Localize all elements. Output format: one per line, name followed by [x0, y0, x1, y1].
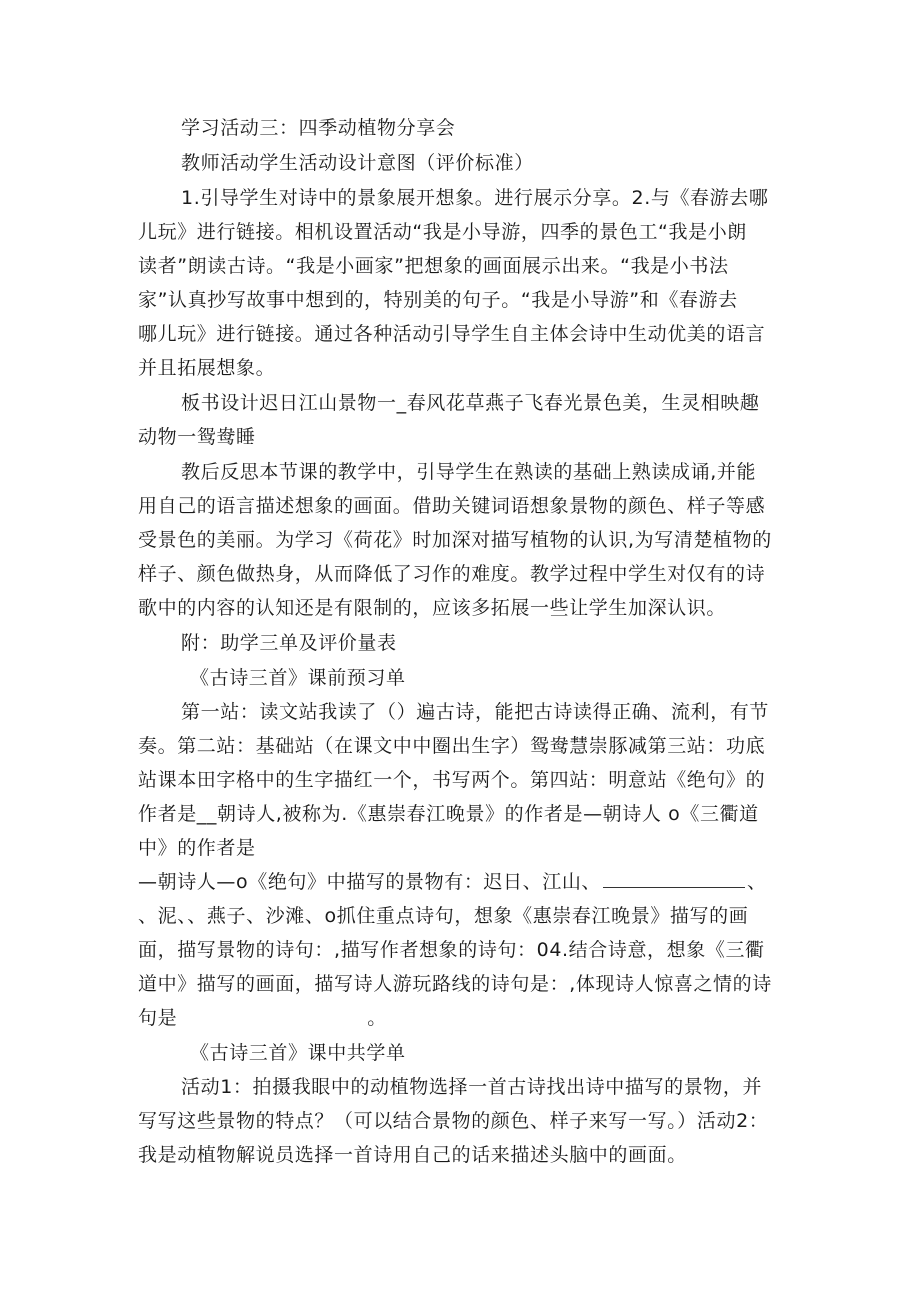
paragraph-line: 家”认真抄写故事中想到的，特别美的句子。“我是小导游”和《春游去 — [138, 289, 738, 311]
heading-activity-three: 学习活动三：四季动植物分享会 — [181, 117, 456, 139]
preview-sheet-title: 《古诗三首》课前预习单 — [190, 667, 406, 689]
reflection-line: 样子、颜色做热身，从而降低了习作的难度。教学过程中学生对仅有的诗 — [138, 563, 766, 585]
preview-text: 句是 — [138, 1007, 178, 1029]
preview-text: 。 — [367, 1007, 387, 1029]
preview-line: 第一站：读文站我读了（）遍古诗，能把古诗读得正确、流利，有节 — [181, 701, 770, 723]
preview-line: 中》的作者是 — [138, 837, 256, 859]
board-design-line: 板书设计迟日江山景物一_春风花草燕子飞春光景色美，生灵相映趣 — [181, 392, 760, 414]
paragraph-line: 1.引导学生对诗中的景象展开想象。进行展示分享。2.与《春游去哪 — [181, 187, 769, 209]
board-design-line: 动物一鸳鸯睡 — [138, 426, 256, 448]
table-header-text: 教师活动学生活动设计意图（评价标准） — [181, 152, 534, 174]
paragraph-line: 并且拓展想象。 — [138, 357, 276, 379]
preview-line: 面，描写景物的诗句：,描写作者想象的诗句：04.结合诗意，想象《三衢 — [138, 939, 765, 961]
preview-line-with-blank — [138, 870, 767, 894]
paragraph-line: 哪儿玩》进行链接。通过各种活动引导学生自主体会诗中生动优美的语言 — [138, 323, 766, 345]
preview-line: 作者是__朝诗人,被称为.《惠崇春江晚景》的作者是—朝诗人 o《三衢道 — [138, 803, 759, 825]
preview-text: —朝诗人—o《绝句》中描写的景物有：迟日、江山、 — [138, 871, 602, 893]
reflection-line: 受景色的美丽。为学习《荷花》时加深对描写植物的认识,为写清楚植物的 — [138, 529, 772, 551]
fill-blank — [603, 871, 745, 888]
activity-line: 写写这些景物的特点？（可以结合景物的颜色、样子来写一写。）活动2： — [138, 1110, 769, 1132]
preview-line: 、泥、、燕子、沙滩、o抓住重点诗句，想象《惠崇春江晚景》描写的画 — [138, 905, 749, 927]
reflection-line: 用自己的语言描述想象的画面。借助关键词语想象景物的颜色、样子等感 — [138, 495, 766, 517]
preview-line-with-blank — [138, 1006, 387, 1030]
reflection-line: 歌中的内容的认知还是有限制的，应该多拓展一些让学生加深认识。 — [138, 597, 727, 619]
activity-line: 活动1：拍摄我眼中的动植物选择一首古诗找出诗中描写的景物，并 — [181, 1076, 763, 1098]
appendix-title: 附：助学三单及评价量表 — [181, 632, 397, 654]
reflection-line: 教后反思本节课的教学中，引导学生在熟读的基础上熟读成诵,并能 — [181, 461, 757, 483]
preview-line: 道中》描写的画面，描写诗人游玩路线的诗句是：,体现诗人惊喜之情的诗 — [138, 973, 772, 995]
colearning-sheet-title: 《古诗三首》课中共学单 — [190, 1042, 406, 1064]
preview-text: 、 — [747, 871, 767, 893]
preview-line: 奏。第二站：基础站（在课文中中圈出生字）鸳鸯慧崇豚减第三站：功底 — [138, 735, 766, 757]
preview-line: 站课本田字格中的生字描红一个，书写两个。第四站：明意站《绝句》的 — [138, 769, 766, 791]
paragraph-line: 读者”朗读古诗。“我是小画家”把想象的画面展示出来。“我是小书法 — [138, 255, 729, 277]
paragraph-line: 儿玩》进行链接。相机设置活动“我是小导游，四季的景色工“我是小朗 — [138, 221, 747, 243]
activity-line: 我是动植物解说员选择一首诗用自己的话来描述头脑中的画面。 — [138, 1144, 687, 1166]
